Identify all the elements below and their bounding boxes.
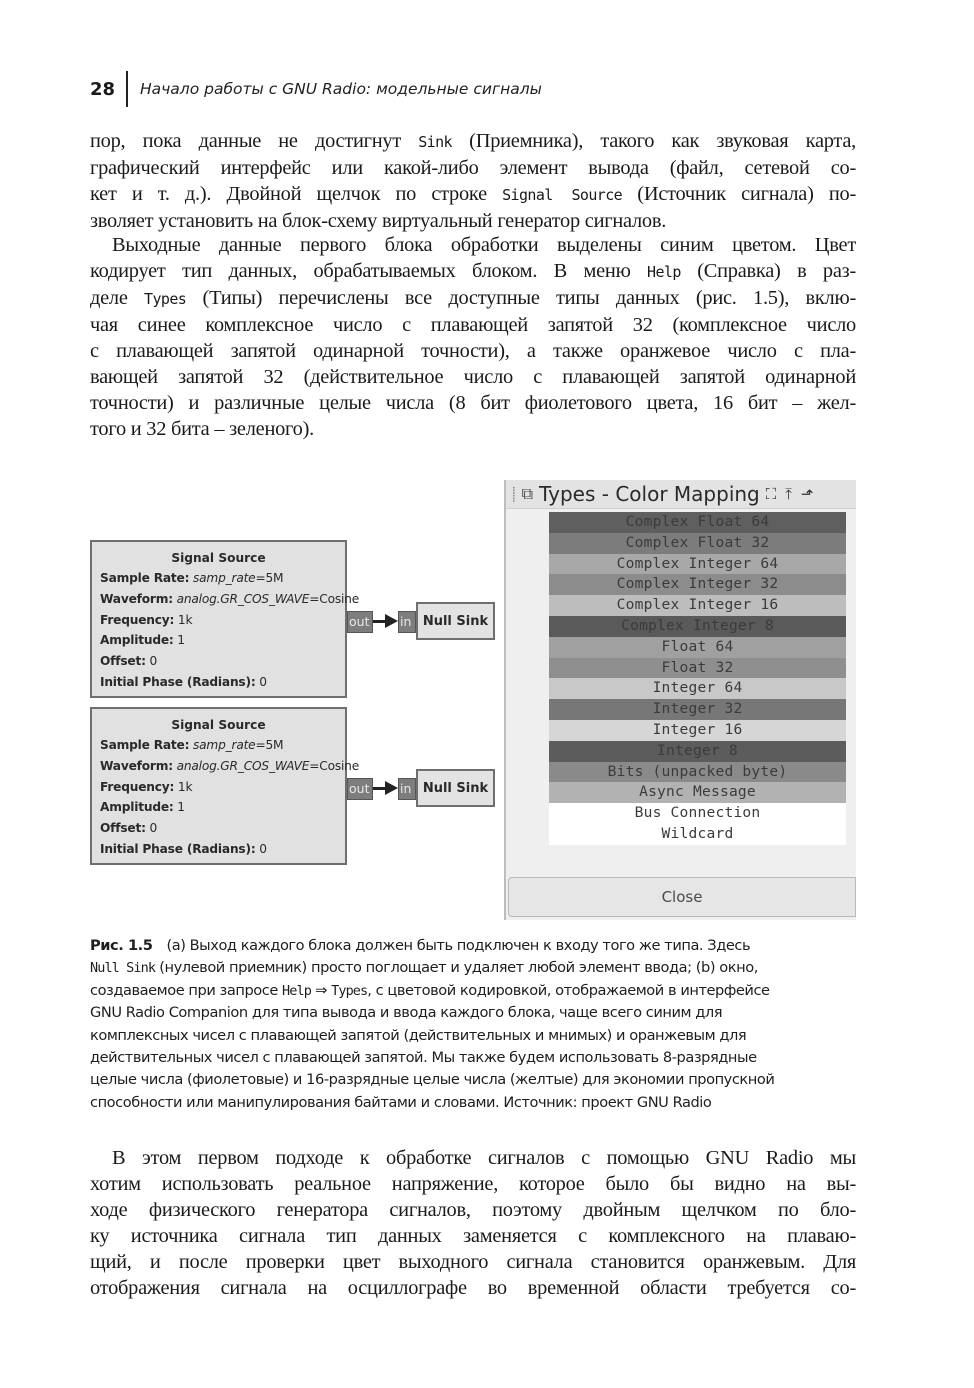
param-var: samp_rate xyxy=(192,571,256,585)
type-color-row: Integer 16 xyxy=(549,720,846,741)
param-waveform xyxy=(92,589,360,610)
paragraph-3 xyxy=(90,1145,856,1301)
out-port-2[interactable]: out xyxy=(347,778,373,800)
window-titlebar[interactable] xyxy=(506,480,856,509)
text: (Справка) в раз- xyxy=(680,260,856,282)
text-line: с плавающей запятой одинарной точности), а также оранжевое число с пла- xyxy=(90,340,856,362)
param-label: Initial Phase (Radians): xyxy=(100,674,256,689)
text-line: чая синее комплексное число с плавающей запятой 32 (комплексное число xyxy=(90,314,856,336)
text: (Типы) перечислены все доступные типы данных (рис. 1.5), вклю- xyxy=(186,287,856,309)
running-header xyxy=(90,70,542,108)
text-line: вающей запятой 32 (действительное число с плавающей запятой одинарной xyxy=(90,366,856,388)
param-var: samp_rate xyxy=(192,738,256,752)
type-color-row: Integer 32 xyxy=(549,699,846,720)
param-value: 0 xyxy=(145,821,158,836)
text-line: хотим использовать реальное напряжение, которое было бы видно на вы- xyxy=(90,1173,856,1195)
inline-code: Null Sink xyxy=(90,960,156,977)
param-sample-rate xyxy=(92,735,345,756)
type-color-row: Wildcard xyxy=(549,824,846,845)
window-restore-icon[interactable]: ⧉ xyxy=(521,484,534,503)
figure-a-flowgraph xyxy=(90,540,500,870)
block-title: Signal Source xyxy=(171,551,266,565)
type-color-row: Integer 8 xyxy=(549,741,846,762)
text: (a) Выход каждого блока должен быть подключен к входу того же типа. Здесь xyxy=(166,937,751,954)
inline-code: Signal Source xyxy=(502,186,623,204)
param-label: Frequency: xyxy=(100,779,175,794)
text: (Источник сигнала) по- xyxy=(622,183,856,205)
arrow-head-icon xyxy=(385,781,398,795)
param-label: Frequency: xyxy=(100,612,175,627)
out-port-1[interactable]: out xyxy=(347,611,373,633)
param-amplitude xyxy=(92,630,345,651)
param-value: 0 xyxy=(255,841,267,856)
pin-top-icon[interactable]: ⤒ xyxy=(785,485,792,503)
text-line: В этом первом подходе к обработке сигналов с помощью GNU Radio мы xyxy=(112,1147,856,1169)
param-initial-phase xyxy=(92,839,345,860)
text: кет и т. д.). Двойной щелчок по строке xyxy=(90,183,503,205)
caption-line: действительных чисел с плавающей запятой. Мы также будем использовать 8-разрядные xyxy=(90,1049,757,1067)
drag-handle-icon[interactable]: ⸽ xyxy=(512,487,516,503)
text: (нулевой приемник) просто поглощает и удаляет любой элемент ввода; (b) окно, xyxy=(155,959,758,977)
inline-code: Types xyxy=(331,982,368,999)
param-offset xyxy=(92,818,345,839)
text-line: ку источника сигнала тип данных заменяется с комплексного на плаваю- xyxy=(90,1225,856,1247)
param-label: Waveform: xyxy=(100,591,173,606)
text: создаваемое при запросе xyxy=(90,981,283,999)
maximize-icon[interactable]: ⛶ xyxy=(765,485,777,503)
text-line: ходе физического генератора сигналов, поэтому двойным щелчком по бло- xyxy=(90,1199,856,1221)
close-button-bar xyxy=(508,877,856,917)
param-value: 0 xyxy=(255,674,267,689)
param-label: Sample Rate: xyxy=(100,571,190,585)
text-line: точности) и различные целые числа (8 бит фиолетового цвета, 16 бит – жел- xyxy=(90,392,856,414)
param-label: Initial Phase (Radians): xyxy=(100,841,256,856)
text-line: того и 32 бита – зеленого). xyxy=(90,418,314,440)
text-line: графический интерфейс или какой-либо элемент вывода (файл, сетевой со- xyxy=(90,157,856,179)
param-label: Waveform: xyxy=(100,758,173,773)
type-color-row: Bus Connection xyxy=(549,803,846,824)
caption-line xyxy=(90,935,870,957)
type-color-row: Complex Integer 16 xyxy=(549,595,846,616)
null-sink-block-1[interactable]: Null Sink xyxy=(416,602,495,640)
caption-line: целые числа (фиолетовые) и 16-разрядные целые числа (желтые) для экономии пропускной xyxy=(90,1071,775,1089)
header-divider xyxy=(126,71,128,107)
caption-line xyxy=(90,957,870,979)
window-title: Types - Color Mapping xyxy=(539,482,760,506)
caption-line: способности или манипулирования байтами и словами. Источник: проект GNU Radio xyxy=(90,1093,712,1111)
text: кодирует тип данных, обрабатываемых блоком. В меню xyxy=(90,260,648,282)
param-label: Offset: xyxy=(100,821,146,836)
text: (Приемника), такого как звуковая карта, xyxy=(451,130,856,152)
menu-arrow-icon: ⇒ xyxy=(310,981,332,999)
param-label: Amplitude: xyxy=(100,633,174,648)
inline-code: Sink xyxy=(418,133,452,151)
text-line: отображения сигнала на осциллографе во временной области требуется со- xyxy=(90,1277,856,1299)
chapter-title: Начало работы с GNU Radio: модельные сигналы xyxy=(140,80,542,98)
text-line xyxy=(90,285,856,312)
caption-line: комплексных чисел с плавающей запятой (действительных и мнимых) и оранжевым для xyxy=(90,1026,747,1044)
type-color-row: Complex Integer 32 xyxy=(549,574,846,595)
text-line: зволяет установить на блок-схему виртуальный генератор сигналов. xyxy=(90,210,667,232)
caption-line: GNU Radio Companion для типа вывода и ввода каждого блока, чаще всего синим для xyxy=(90,1004,723,1022)
param-sample-rate xyxy=(92,568,345,589)
param-waveform xyxy=(92,756,360,777)
param-var: analog.GR_COS_WAVE xyxy=(176,591,310,606)
param-value: 1 xyxy=(173,633,185,648)
param-amplitude xyxy=(92,797,345,818)
arrow-head-icon xyxy=(385,614,398,628)
inline-code: Help xyxy=(282,982,311,999)
param-value: 0 xyxy=(145,654,158,669)
type-color-row: Float 32 xyxy=(549,658,846,679)
types-color-mapping-window xyxy=(504,480,856,920)
param-label: Amplitude: xyxy=(100,800,174,815)
close-button[interactable]: Close xyxy=(661,888,703,906)
param-initial-phase xyxy=(92,672,345,693)
param-value: =Cosine xyxy=(309,591,360,606)
param-label: Offset: xyxy=(100,654,146,669)
param-value: =5M xyxy=(255,571,284,585)
param-value: =Cosine xyxy=(309,758,360,773)
null-sink-block-2[interactable]: Null Sink xyxy=(416,769,495,807)
caption-line xyxy=(90,980,870,1002)
param-value: 1k xyxy=(174,612,193,627)
paragraph-1 xyxy=(90,128,856,234)
param-value: 1k xyxy=(174,779,193,794)
block-title: Signal Source xyxy=(171,718,266,732)
text-line: щий, и после проверки цвет выходного сигнала становится оранжевым. Для xyxy=(90,1251,856,1273)
param-frequency xyxy=(92,610,345,631)
type-color-row: Complex Integer 8 xyxy=(549,616,846,637)
param-value: 1 xyxy=(173,800,185,815)
types-color-list xyxy=(549,512,846,845)
type-color-row: Complex Integer 64 xyxy=(549,554,846,575)
type-color-row: Complex Float 64 xyxy=(549,512,846,533)
undock-icon[interactable]: ⬏ xyxy=(800,485,814,503)
page-number: 28 xyxy=(90,78,116,100)
param-offset xyxy=(92,651,345,672)
text-line xyxy=(90,181,856,208)
param-frequency xyxy=(92,777,345,798)
type-color-row: Async Message xyxy=(549,782,846,803)
text-line xyxy=(90,258,856,285)
text: деле xyxy=(90,287,145,309)
type-color-row: Bits (unpacked byte) xyxy=(549,762,846,783)
paragraph-2 xyxy=(90,232,856,442)
text-line xyxy=(90,128,856,155)
type-color-row: Float 64 xyxy=(549,637,846,658)
text-line: Выходные данные первого блока обработки выделены синим цветом. Цвет xyxy=(112,234,856,256)
figure-caption xyxy=(90,935,870,1114)
window-controls xyxy=(766,485,814,503)
type-color-row: Integer 64 xyxy=(549,678,846,699)
param-var: analog.GR_COS_WAVE xyxy=(176,758,310,773)
text: , с цветовой кодировкой, отображаемой в интерфейсе xyxy=(367,981,770,999)
in-port-2[interactable]: in xyxy=(398,778,416,800)
figure-label: Рис. 1.5 xyxy=(90,937,153,954)
param-label: Sample Rate: xyxy=(100,738,190,752)
type-color-row: Complex Float 32 xyxy=(549,533,846,554)
text: пор, пока данные не достигнут xyxy=(90,130,419,152)
in-port-1[interactable]: in xyxy=(398,611,416,633)
inline-code: Types xyxy=(144,290,187,308)
inline-code: Help xyxy=(647,263,681,281)
param-value: =5M xyxy=(255,738,284,752)
